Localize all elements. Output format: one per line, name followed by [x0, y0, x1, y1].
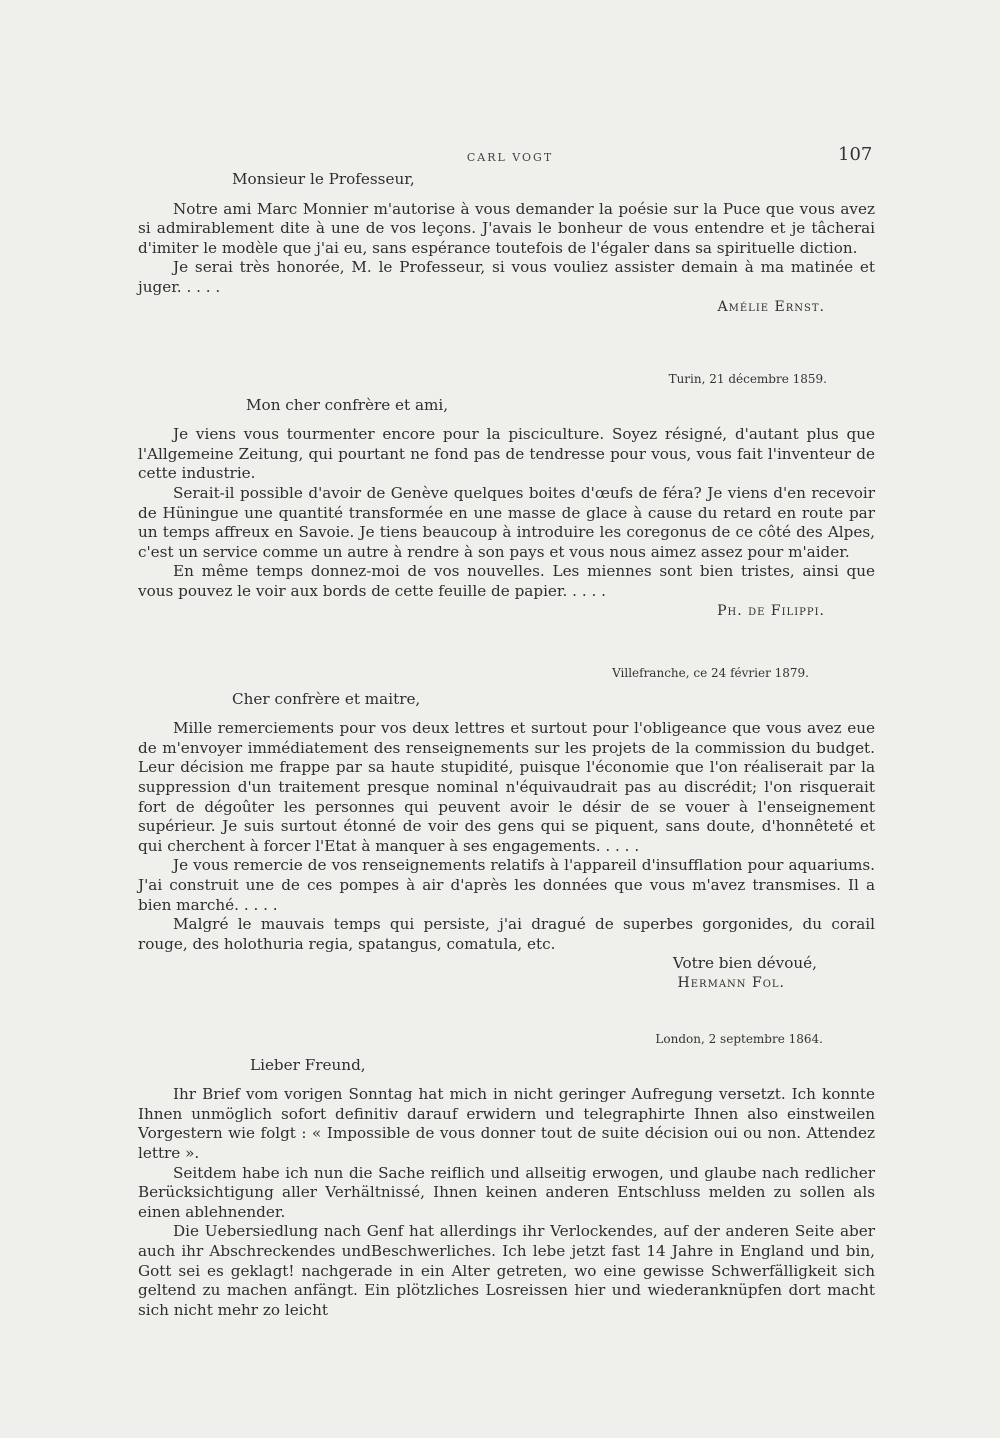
letter-paragraph: Serait-il possible d'avoir de Genève quelques boites d'œufs de féra? Je viens d'en recevoir de Hüningue une quantité transformée en une masse de glace à cause du retard en route par un temps affreux en Savoie. Je tiens beaucoup à introduire les coregonus de ce côté des Alpes, c'est un service comme un autre à rendre à son pays et vous nous aimez assez pour m'aider. [138, 483, 875, 561]
letter-salutation: Lieber Freund, [250, 1055, 366, 1074]
letter-paragraph: Seitdem habe ich nun die Sache reiflich und allseitig erwogen, und glaube nach redlicher Berücksichtigung aller Verhältnissé, Ihnen keinen anderen Entschluss melden zu sollen als einen ablehnender. [138, 1163, 875, 1221]
letter-salutation: Cher confrère et maitre, [232, 689, 421, 708]
letter-paragraph: Je viens vous tourmenter encore pour la pisciculture. Soyez résigné, d'autant plus que l'Allgemeine Zeitung, qui pourtant ne fond pas de tendresse pour vous, vous fait l'inventeur de cette industrie. [138, 425, 875, 483]
letter-salutation: Mon cher confrère et ami, [246, 395, 449, 414]
letter-dateline: Villefranche, ce 24 février 1879. [612, 666, 809, 680]
letter-signature: Ph. de Filippi. [717, 602, 825, 619]
letter-2 [138, 370, 875, 621]
letter-salutation: Monsieur le Professeur, [232, 170, 415, 188]
letter-paragraph: Je serai très honorée, M. le Professeur, si vous vouliez assister demain à ma matinée et juger. . . . . [138, 258, 875, 296]
letter-3 [138, 664, 875, 994]
letter-paragraph: Ihr Brief vom vorigen Sonntag hat mich in nicht geringer Aufregung versetzt. Ich konnte Ihnen unmöglich sofort definitiv darauf erwidern und telegraphirte Ihnen also einstweilen Vorgestern wie folgt : « Impossible de vous donner tout de suite décision oui ou non. Attendez lettre ». [138, 1085, 875, 1162]
letter-paragraph: En même temps donnez-moi de vos nouvelles. Les miennes sont bien tristes, ainsi que vous pouvez le voir aux bords de cette feuille de papier. . . . . [138, 562, 875, 600]
page-number: 107 [838, 144, 873, 165]
letter-paragraph: Mille remerciements pour vos deux lettres et surtout pour l'obligeance que vous avez eue de m'envoyer immédiatement des renseignements sur les projets de la commission du budget. Leur décision me frappe par sa haute stupidité, puisque l'économie que l'on réaliserait par la suppression d'un traitement presque nominal n'équivaudrait pas au discrédit; l'on risquerait fort de dégoûter les personnes qui peuvent avoir le désir de se vouer à l'enseignement supérieur. Je suis surtout étonné de voir des gens qui se piquent, sans doute, d'honnêteté et qui cherchent à forcer l'Etat à manquer à ses engagements. . . . . [138, 719, 875, 855]
letter-1 [138, 170, 875, 317]
letter-paragraph: Malgré le mauvais temps qui persiste, j'ai dragué de superbes gorgonides, du corail rouge, des holothuria regia, spatangus, comatula, etc. [138, 915, 875, 953]
letter-dateline: Turin, 21 décembre 1859. [668, 372, 827, 386]
letter-signature: Hermann Fol. [677, 974, 785, 991]
running-title: CARL VOGT [466, 151, 554, 164]
letter-paragraph: Die Uebersiedlung nach Genf hat allerdings ihr Verlockendes, auf der anderen Seite aber auch ihr Abschreckendes undBeschwerliches. Ich lebe jetzt fast 14 Jahre in England und bin, Gott sei es geklagt! nachgerade in ein Alter getreten, wo eine gewisse Schwerfälligkeit sich geltend zu machen anfängt. Ein plötzliches Losreissen hier und wiederanknüpfen dort macht sich nicht mehr zo leicht [138, 1222, 875, 1319]
letter-signature: Amélie Ernst. [717, 298, 825, 315]
letter-paragraph: Je vous remercie de vos renseignements relatifs à l'appareil d'insufflation pour aquariums. J'ai construit une de ces pompes à air d'après les données que vous m'avez transmises. Il a bien marché. . . . . [138, 856, 875, 914]
letter-paragraph: Notre ami Marc Monnier m'autorise à vous demander la poésie sur la Puce que vous avez si admirablement dite à une de vos leçons. J'avais le bonheur de vous entendre et je tâcherai d'imiter le modèle que j'ai eu, sans espérance toutefois de l'égaler dans sa spirituelle diction. [138, 199, 875, 257]
letter-4 [138, 1030, 875, 1320]
letter-closing: Votre bien dévoué, [672, 954, 817, 973]
letter-dateline: London, 2 septembre 1864. [655, 1032, 823, 1046]
